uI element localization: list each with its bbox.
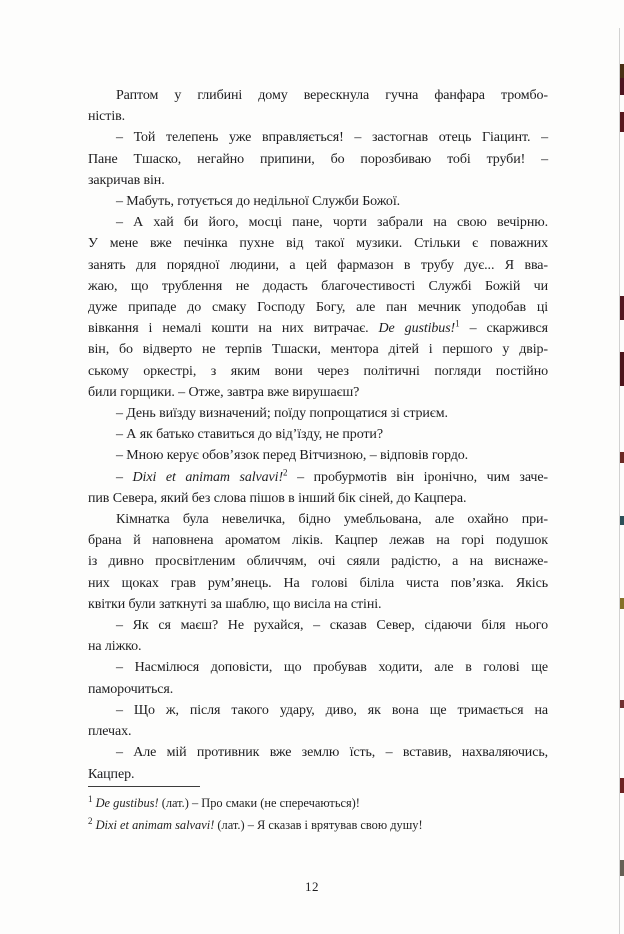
text-line: квітки були заткнуті за шаблю, що висіла на стіні. [88, 596, 382, 612]
text-line: Пане Тшаско, негайно припини, бо порозбиваю тобі труби! – [88, 151, 548, 167]
text-line [88, 318, 548, 339]
text-line: занять для порядної людини, а цей фармазон в трубу дує... Я вва- [88, 257, 548, 273]
footnote-marker: 1 [88, 793, 93, 804]
text-line: пив Севера, який без слова пішов в інший бік сіней, до Кацпера. [88, 490, 467, 506]
latin-phrase: De gustibus! [378, 321, 456, 337]
text-line: жаю, що трублення не додасть благочестивості Службі Божій чи [88, 278, 548, 294]
text-line: ському оркестрі, з яким вони через політичні погляди постійно [88, 363, 548, 379]
footnote-ref-1: 1 [455, 318, 460, 329]
line-text: – [116, 469, 133, 485]
footnote-marker: 2 [88, 815, 93, 826]
text-line: них щоках грав рум’янець. На голові біліла чиста пов’язка. Якісь [88, 575, 548, 591]
scan-edge-artifact [620, 598, 624, 609]
scan-edge-artifact [620, 700, 624, 708]
footnote-text: (лат.) – Про смаки (не сперечаються)! [158, 796, 360, 810]
scan-edge-artifact [620, 78, 624, 95]
footnote-separator [88, 786, 200, 787]
text-line: – А як батько ставиться до від’їзду, не проти? [116, 427, 383, 443]
text-line: дуже припаде до смаку Господу Богу, але пан мечник уподобав ці [88, 300, 548, 316]
scan-edge-artifact [620, 778, 624, 793]
page-number: 12 [305, 879, 319, 894]
scan-edge-artifact [620, 516, 624, 525]
scan-edge-artifact [620, 112, 624, 132]
text-line [88, 467, 548, 488]
scan-edge-artifact [620, 352, 624, 386]
text-line: закричав він. [88, 172, 165, 188]
text-line: Кацпер. [88, 766, 135, 782]
text-line: – Насмілюся доповісти, що пробував ходити, але в голові ще [116, 660, 548, 676]
footnotes [88, 786, 548, 836]
latin-phrase: De gustibus! [95, 796, 159, 810]
text-line: – День виїзду визначений; поїду попрощатися зі стриєм. [116, 406, 448, 422]
text-line: паморочиться. [88, 681, 174, 697]
text-line: Кімнатка була невеличка, бідно умебльована, але охайно при- [116, 512, 548, 528]
text-line: У мене вже печінка пухне від такої музики. Стільки є поважних [88, 236, 548, 252]
text-line: брана й наповнена ароматом ліків. Кацпер лежав на горі подушок [88, 533, 548, 549]
text-line: – Як ся маєш? Не рухайся, – сказав Север, сідаючи біля нього [116, 618, 548, 634]
scan-edge-artifact [620, 64, 624, 78]
footnote-1 [88, 793, 548, 815]
line-text: – пробурмотів він іронічно, чим заче- [287, 469, 548, 485]
latin-phrase: Dixi et animam salvavi! [132, 469, 284, 485]
text-line: із дивно просвітленим обличчям, очі сяяли радістю, а на виснаже- [88, 554, 548, 570]
text-line: на ліжко. [88, 639, 142, 655]
scan-edge-artifact [620, 296, 624, 320]
footnote-ref-2: 2 [283, 467, 288, 477]
scan-edge-artifact [620, 860, 624, 876]
footnote-2 [88, 815, 548, 837]
page-edge-line [619, 28, 620, 934]
text-line: плечах. [88, 724, 132, 740]
scan-edge-artifact [620, 452, 624, 463]
text-line: – А хай би його, мосці пане, чорти забрали на свою вечірню. [116, 215, 548, 231]
text-line: він, бо відверто не терпів Тшаски, ментора дітей і першого у двір- [88, 342, 548, 358]
footnote-text: (лат.) – Я сказав і врятував свою душу! [214, 817, 423, 832]
text-line: Раптом у глибині дому верескнула гучна фанфара тромбо- [116, 88, 548, 103]
text-line: – Той телепень уже вправляється! – застогнав отець Гіацинт. – [116, 130, 548, 146]
line-text: – скаржився [459, 321, 549, 337]
text-line: – Але мій противник вже землю їсть, – вставив, нахваляючись, [116, 745, 548, 761]
text-line: били горщики. – Отже, завтра вже вирушаєш? [88, 384, 360, 400]
text-line: – Мабуть, готується до недільної Служби Божої. [116, 194, 401, 210]
line-text: вівкання і немалі кошти на них витрачає. [88, 321, 379, 337]
text-line: – Мною керує обов’язок перед Вітчизною, – відповів гордо. [116, 448, 469, 464]
text-line: – Що ж, після такого удару, диво, як вона ще тримається на [116, 702, 548, 718]
text-line: ністів. [88, 109, 126, 125]
latin-phrase: Dixi et animam salvavi! [95, 817, 215, 832]
body-text [88, 85, 548, 785]
